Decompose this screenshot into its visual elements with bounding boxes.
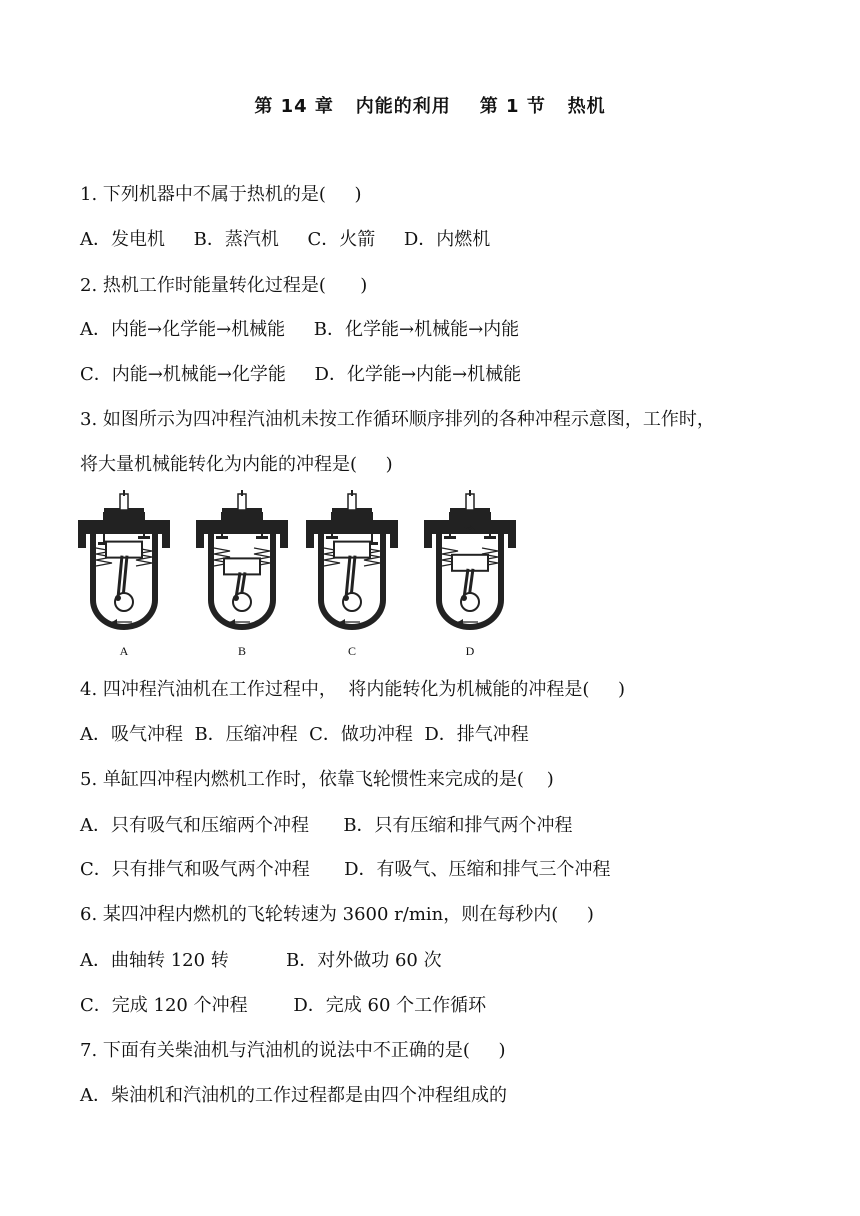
text-line: 7. 下面有关柴油机与汽油机的说法中不正确的是( )	[80, 1040, 506, 1061]
text-line: 将大量机械能转化为内能的冲程是( )	[80, 454, 393, 475]
text-line: C．只有排气和吸气两个冲程 D．有吸气、压缩和排气三个冲程	[80, 859, 611, 880]
text-line: A．发电机 B．蒸汽机 C．火箭 D．内燃机	[80, 229, 491, 250]
text-line: A．曲轴转 120 转 B．对外做功 60 次	[80, 950, 442, 971]
text-line: 1. 下列机器中不属于热机的是( )	[80, 184, 362, 205]
text-line: 3. 如图所示为四冲程汽油机未按工作循环顺序排列的各种冲程示意图，工作时，	[80, 409, 715, 430]
engine-diagram	[302, 490, 402, 660]
engine-label: C	[347, 644, 356, 658]
text-line: 5. 单缸四冲程内燃机工作时，依靠飞轮惯性来完成的是( )	[80, 769, 554, 790]
engine-label: B	[237, 644, 246, 658]
text-line: A．只有吸气和压缩两个冲程 B．只有压缩和排气两个冲程	[80, 815, 573, 836]
engine-label: D	[465, 644, 475, 658]
engine-diagram	[192, 490, 292, 660]
text-line: C．完成 120 个冲程 D．完成 60 个工作循环	[80, 995, 487, 1016]
text-line: C．内能→机械能→化学能 D．化学能→内能→机械能	[80, 364, 522, 385]
text-line: A．内能→化学能→机械能 B．化学能→机械能→内能	[80, 319, 520, 340]
page-title: 第 14 章 内能的利用 第 1 节 热机	[254, 96, 606, 117]
engine-label: A	[119, 644, 129, 658]
text-line: A．吸气冲程 B．压缩冲程 C．做功冲程 D．排气冲程	[80, 724, 529, 745]
text-line: 2. 热机工作时能量转化过程是( )	[80, 275, 368, 296]
engine-diagram	[420, 490, 520, 660]
engine-stroke-figure	[74, 490, 514, 660]
engine-diagram	[74, 490, 174, 660]
text-line: 6. 某四冲程内燃机的飞轮转速为 3600 r/min，则在每秒内( )	[80, 904, 594, 925]
text-line: 4. 四冲程汽油机在工作过程中， 将内能转化为机械能的冲程是( )	[80, 679, 625, 700]
text-line: A．柴油机和汽油机的工作过程都是由四个冲程组成的	[80, 1085, 507, 1106]
